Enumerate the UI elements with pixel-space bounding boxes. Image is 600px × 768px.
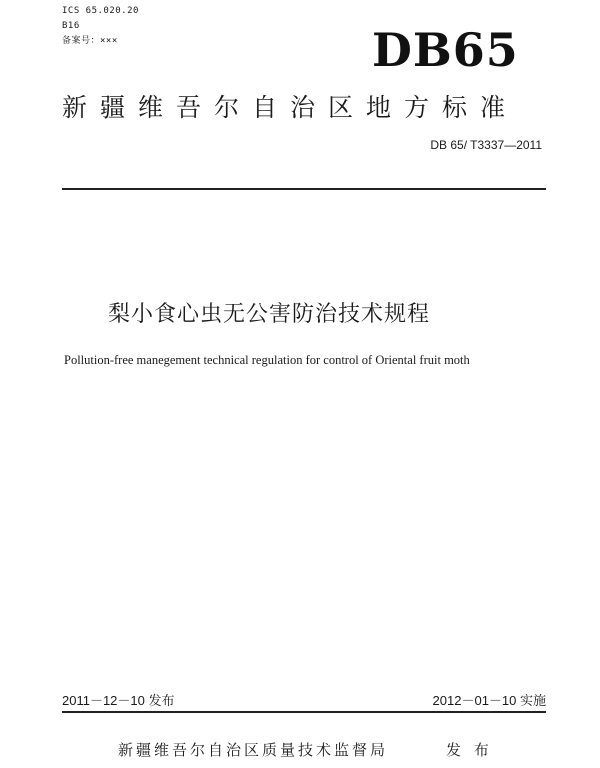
standard-category-title: 新疆维吾尔自治区地方标准 — [62, 93, 519, 122]
document-title-english: Pollution-free manegement technical regulation for control of Oriental fruit moth — [64, 353, 470, 367]
standard-code: DB 65/ T3337—2011 — [430, 138, 542, 152]
issuing-authority: 新疆维吾尔自治区质量技术监督局 — [118, 741, 389, 759]
record-number: 备案号：××× — [62, 36, 118, 46]
ics-code: ICS 65.020.20 — [62, 6, 139, 16]
issue-date: 2011－12－10 发布 — [62, 693, 175, 708]
footer-divider — [62, 711, 546, 713]
issue-label: 发 布 — [446, 741, 493, 759]
classification-code: B16 — [62, 21, 80, 31]
implementation-date: 2012－01－10 实施 — [432, 693, 546, 708]
standard-logo: DB65 — [372, 23, 519, 77]
document-title-chinese: 梨小食心虫无公害防治技术规程 — [108, 302, 431, 327]
header-divider — [62, 188, 546, 190]
